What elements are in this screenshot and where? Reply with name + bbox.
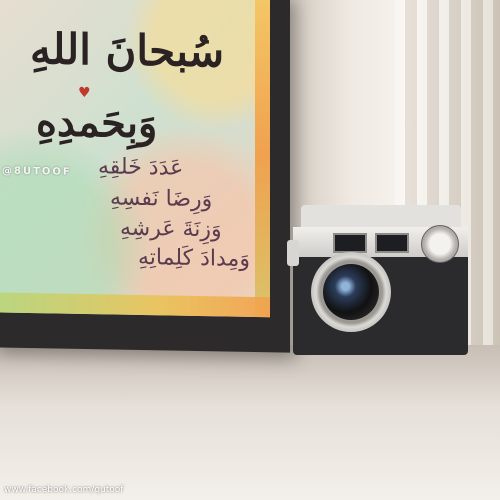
camera-dial-icon (421, 225, 459, 263)
calligraphy-line-3: عَدَدَ خَلقِهِ (98, 154, 184, 181)
vintage-camera (293, 205, 468, 355)
shelf (0, 345, 500, 500)
calligraphy-line-1: سُبحانَ اللهِ (30, 24, 225, 77)
calligraphy-line-5: وَزِنَةَ عَرشِهِ (120, 215, 222, 243)
watermark-url: www.facebook.com/qutoof (4, 485, 124, 495)
camera-lens (323, 264, 379, 320)
calligraphy-line-4: وَرِضَا نَفسِهِ (110, 185, 213, 213)
framed-artwork (0, 0, 270, 317)
calligraphy-line-6: وَمِدادَ كَلِماتِهِ (138, 244, 250, 272)
calligraphy-line-2: وَبِحَمدِهِ (36, 98, 158, 148)
camera-side-knob (287, 240, 299, 266)
frame-color-edge (255, 0, 270, 317)
camera-viewfinder-window (333, 233, 367, 253)
picture-frame (0, 0, 290, 353)
heart-icon: ♥ (78, 84, 91, 102)
watermark-handle: @8UTOOF (2, 165, 72, 178)
frame-color-bottom (0, 292, 270, 317)
camera-rangefinder-window (375, 233, 409, 253)
